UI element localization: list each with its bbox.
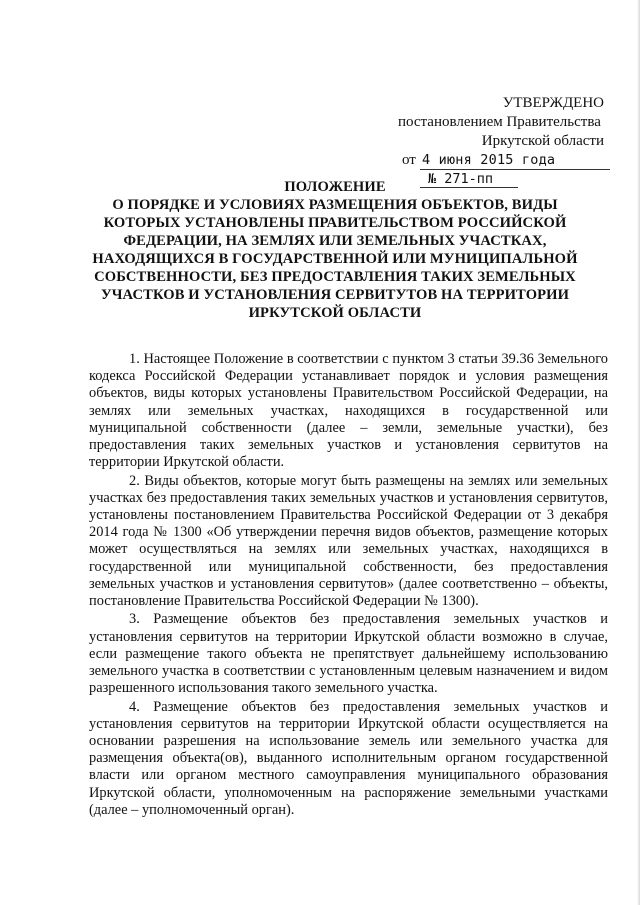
title-line: КОТОРЫХ УСТАНОВЛЕНЫ ПРАВИТЕЛЬСТВОМ РОССИЙСКОЙ xyxy=(103,215,567,231)
title-line: ФЕДЕРАЦИИ, НА ЗЕМЛЯХ ИЛИ ЗЕМЕЛЬНЫХ УЧАСТКАХ, xyxy=(123,233,547,249)
approval-region: Иркутской области xyxy=(481,133,604,149)
approval-stamp xyxy=(398,94,618,189)
approval-number-value: № 271-пп xyxy=(428,171,494,187)
document-body xyxy=(89,351,608,820)
approval-date-prefix: от xyxy=(402,152,416,168)
paragraph-1: 1. Настоящее Положение в соответствии с пунктом 3 статьи 39.36 Земельного кодекса Российской Федерации устанавливает порядок и условия размещения объектов, виды которых установлены Правительством Российской Федерации, на землях или земельных участках, находящихся в государственной или муниципальной собственности (далее – земли, земельные участки), без предоставления таких земельных участков и установления сервитутов на территории Иркутской области. xyxy=(89,351,608,471)
title-line: СОБСТВЕННОСТИ, БЕЗ ПРЕДОСТАВЛЕНИЯ ТАКИХ ЗЕМЕЛЬНЫХ xyxy=(94,269,576,285)
paragraph-4: 4. Размещение объектов без предоставления земельных участков и установления сервитутов на территории Иркутской области осуществляется на основании разрешения на использование земель или земельного участка для размещения объекта(ов), выданного исполнительным органом государственной власти или органом местного самоуправления муниципального образования Иркутской области, уполномоченным на распоряжение земельными участками (далее – уполномоченный орган). xyxy=(89,698,608,818)
title-line: ИРКУТСКОЙ ОБЛАСТИ xyxy=(248,305,422,321)
title-line: ПОЛОЖЕНИЕ xyxy=(284,179,386,195)
approval-date-line xyxy=(398,151,618,170)
approval-by-line: постановлением Правительства xyxy=(398,114,601,130)
title-line: О ПОРЯДКЕ И УСЛОВИЯХ РАЗМЕЩЕНИЯ ОБЪЕКТОВ, ВИДЫ xyxy=(112,197,558,213)
title-line: НАХОДЯЩИХСЯ В ГОСУДАРСТВЕННОЙ ИЛИ МУНИЦИПАЛЬНОЙ xyxy=(92,251,578,267)
paragraph-3: 3. Размещение объектов без предоставления земельных участков и установления сервитутов на территории Иркутской области возможно в случае, если размещение такого объекта не препятствует дальнейшему использованию земельного участка в соответствии с установленным целевым назначением и видом разрешенного использования такого земельного участка. xyxy=(89,611,608,697)
paragraph-2: 2. Виды объектов, которые могут быть размещены на землях или земельных участках без предоставления таких земельных участков и установления сервитутов, установлены постановлением Правительства Российской Федерации от 3 декабря 2014 года № 1300 «Об утверждении перечня видов объектов, размещение которых может осуществляться на землях или земельных участках, находящихся в государственной или муниципальной собственности, без предоставления земельных участков и установления сервитутов» (далее соответственно – объекты, постановление Правительства Российской Федерации № 1300). xyxy=(89,472,608,610)
document-title xyxy=(70,178,600,322)
approval-date-value: 4 июня 2015 года xyxy=(422,152,556,168)
approval-approved: УТВЕРЖДЕНО xyxy=(502,95,604,111)
title-line: УЧАСТКОВ И УСТАНОВЛЕНИЯ СЕРВИТУТОВ НА ТЕРРИТОРИИ xyxy=(100,287,570,303)
